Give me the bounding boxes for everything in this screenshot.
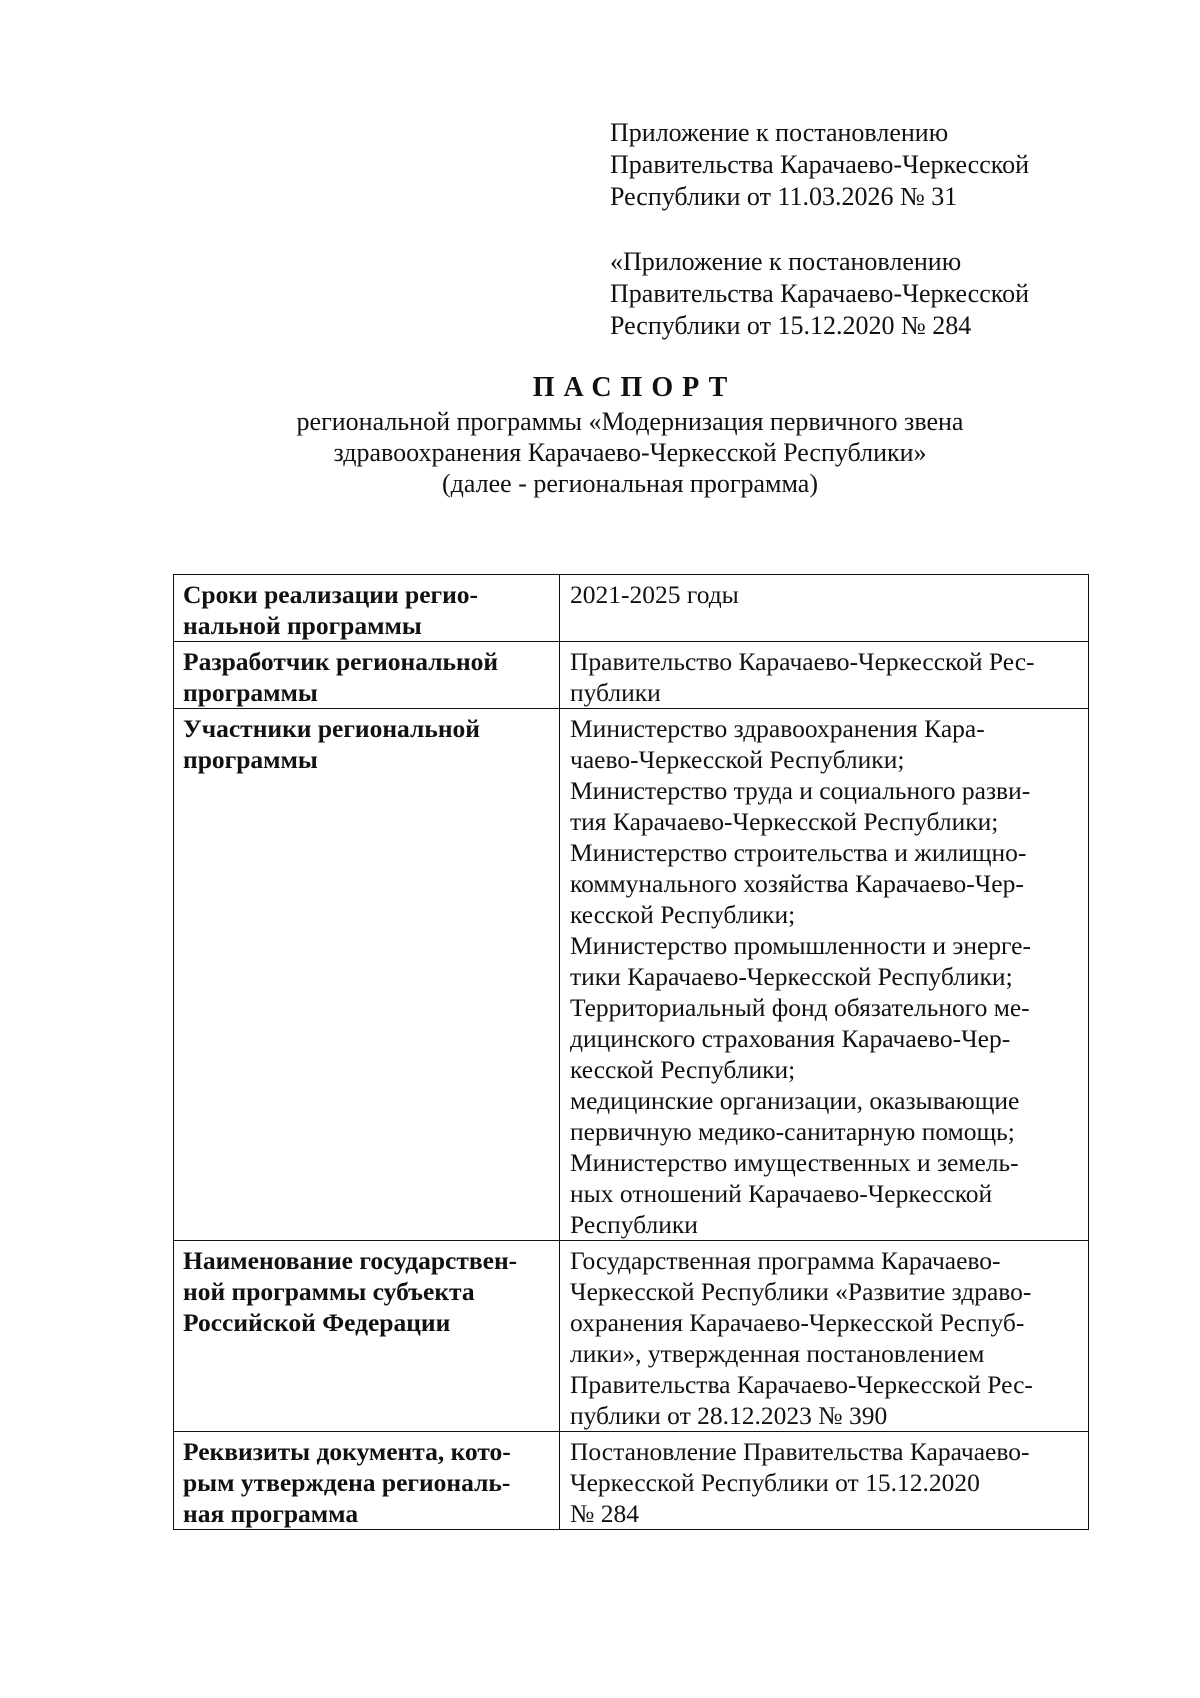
row-value-cell bbox=[560, 642, 1089, 709]
appendix-original-reference bbox=[610, 246, 1130, 342]
label-line: рым утверждена региональ- bbox=[183, 1468, 511, 1497]
value-line: чаево-Черкесской Республики; bbox=[570, 745, 905, 774]
value-line: Министерство строительства и жилищно- bbox=[570, 838, 1027, 867]
label-line: программы bbox=[183, 678, 318, 707]
value-line: тия Карачаево-Черкесской Республики; bbox=[570, 807, 999, 836]
label-line: нальной программы bbox=[183, 611, 422, 640]
label-line: Реквизиты документа, кото- bbox=[183, 1437, 511, 1466]
value-line: тики Карачаево-Черкесской Республики; bbox=[570, 962, 1013, 991]
row-label-cell bbox=[174, 1432, 560, 1530]
row-value-cell bbox=[560, 575, 1089, 642]
table-row bbox=[174, 642, 1089, 709]
label-line: Участники региональной bbox=[183, 714, 480, 743]
value-line: 2021-2025 годы bbox=[570, 580, 739, 609]
value-line: Республики bbox=[570, 1210, 698, 1239]
value-line: Министерство промышленности и энерге- bbox=[570, 931, 1031, 960]
appendix-line: Республики от 11.03.2026 № 31 bbox=[610, 182, 958, 211]
label-line: ной программы субъекта bbox=[183, 1277, 475, 1306]
row-label-cell bbox=[174, 709, 560, 1241]
table-row bbox=[174, 1241, 1089, 1432]
appendix-line: Правительства Карачаево-Черкесской bbox=[610, 150, 1029, 179]
value-line: Государственная программа Карачаево- bbox=[570, 1246, 1001, 1275]
label-line: Российской Федерации bbox=[183, 1308, 451, 1337]
value-line: Черкесской Республики от 15.12.2020 bbox=[570, 1468, 980, 1497]
label-line: Наименование государствен- bbox=[183, 1246, 518, 1275]
value-line: Постановление Правительства Карачаево- bbox=[570, 1437, 1030, 1466]
value-line: кесской Республики; bbox=[570, 1055, 796, 1084]
row-label-cell bbox=[174, 1241, 560, 1432]
label-line: программы bbox=[183, 745, 318, 774]
appendix-line: «Приложение к постановлению bbox=[610, 247, 962, 276]
value-line: Черкесской Республики «Развитие здраво- bbox=[570, 1277, 1032, 1306]
label-line: Сроки реализации регио- bbox=[183, 580, 479, 609]
value-line: публики от 28.12.2023 № 390 bbox=[570, 1401, 888, 1430]
value-line: медицинские организации, оказывающие bbox=[570, 1086, 1020, 1115]
value-line: кесской Республики; bbox=[570, 900, 796, 929]
value-line: Министерство здравоохранения Кара- bbox=[570, 714, 985, 743]
document-subtitle bbox=[160, 406, 1100, 499]
subtitle-line: здравоохранения Карачаево-Черкесской Республики» bbox=[333, 438, 927, 467]
value-line: публики bbox=[570, 678, 661, 707]
appendix-line: Республики от 15.12.2020 № 284 bbox=[610, 311, 972, 340]
row-value-cell bbox=[560, 1432, 1089, 1530]
value-line: Министерство труда и социального разви- bbox=[570, 776, 1031, 805]
passport-table-body bbox=[174, 575, 1089, 1530]
row-value-cell bbox=[560, 709, 1089, 1241]
title-block bbox=[160, 370, 1100, 499]
document-title: ПАСПОРТ bbox=[532, 372, 737, 403]
passport-table bbox=[173, 574, 1089, 1530]
value-line: Территориальный фонд обязательного ме- bbox=[570, 993, 1030, 1022]
row-label-cell bbox=[174, 642, 560, 709]
table-row bbox=[174, 1432, 1089, 1530]
subtitle-line: (далее - региональная программа) bbox=[442, 469, 818, 498]
value-line: ных отношений Карачаево-Черкесской bbox=[570, 1179, 993, 1208]
subtitle-line: региональной программы «Модернизация первичного звена bbox=[296, 407, 964, 436]
table-row bbox=[174, 575, 1089, 642]
table-row bbox=[174, 709, 1089, 1241]
row-label-cell bbox=[174, 575, 560, 642]
label-line: Разработчик региональной bbox=[183, 647, 499, 676]
value-line: первичную медико-санитарную помощь; bbox=[570, 1117, 1015, 1146]
value-line: Правительства Карачаево-Черкесской Рес- bbox=[570, 1370, 1033, 1399]
appendix-line: Приложение к постановлению bbox=[610, 118, 949, 147]
value-line: коммунального хозяйства Карачаево-Чер- bbox=[570, 869, 1024, 898]
value-line: Правительство Карачаево-Черкесской Рес- bbox=[570, 647, 1035, 676]
row-value-cell bbox=[560, 1241, 1089, 1432]
value-line: охранения Карачаево-Черкесской Респуб- bbox=[570, 1308, 1025, 1337]
value-line: лики», утвержденная постановлением bbox=[570, 1339, 985, 1368]
value-line: Министерство имущественных и земель- bbox=[570, 1148, 1019, 1177]
value-line: № 284 bbox=[570, 1499, 639, 1528]
appendix-current-reference bbox=[610, 117, 1130, 213]
value-line: дицинского страхования Карачаево-Чер- bbox=[570, 1024, 1011, 1053]
label-line: ная программа bbox=[183, 1499, 359, 1528]
appendix-line: Правительства Карачаево-Черкесской bbox=[610, 279, 1029, 308]
